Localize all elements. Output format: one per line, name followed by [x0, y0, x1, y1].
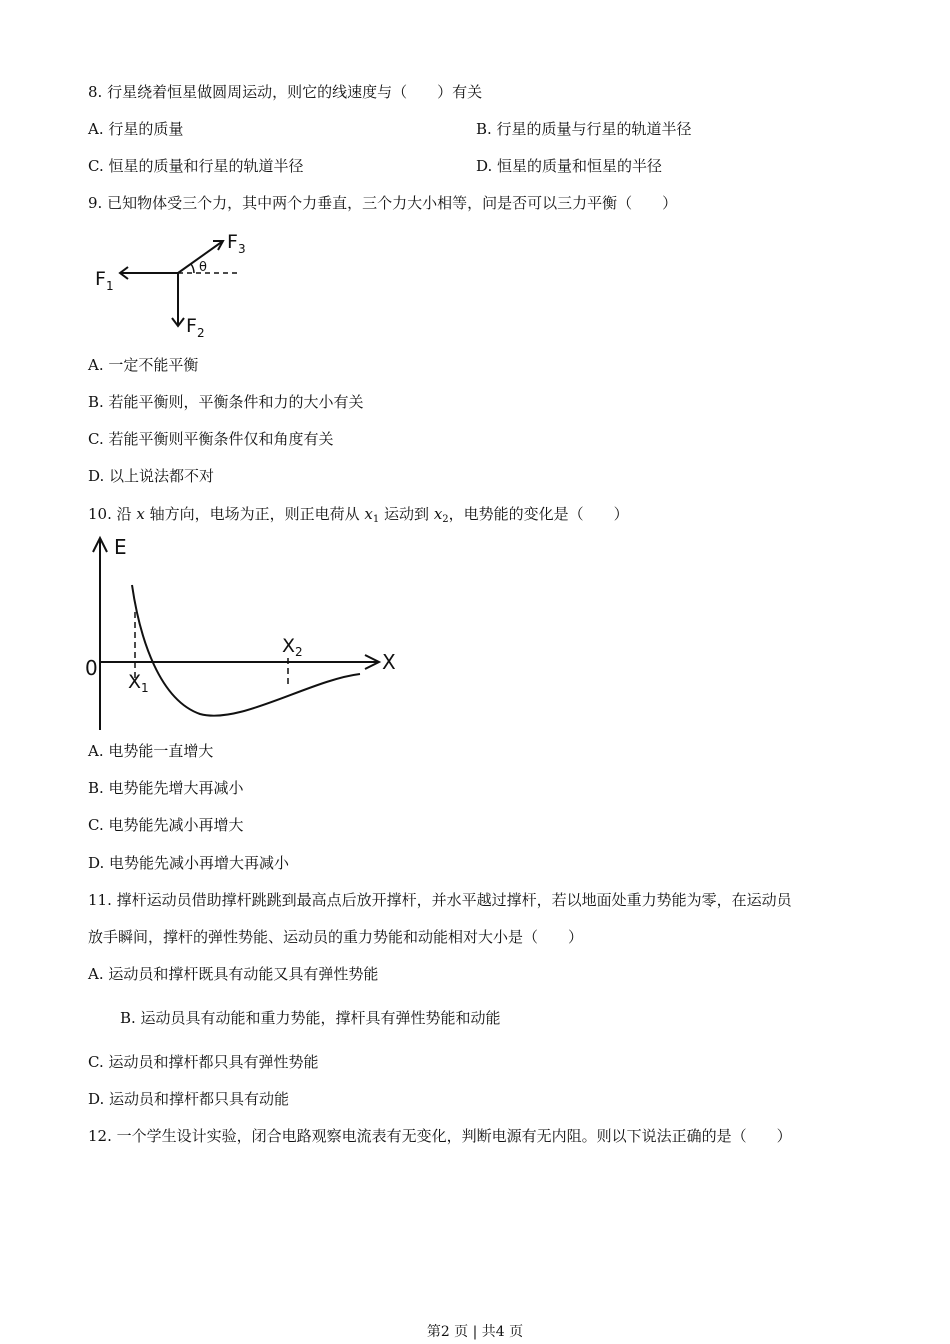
x-label: X: [382, 650, 396, 674]
angle-arc: [191, 264, 194, 273]
q11-option-c: C. 运动员和撑杆都只具有弹性势能: [88, 1053, 319, 1071]
q11-option-d: D. 运动员和撑杆都只具有动能: [88, 1090, 290, 1108]
theta-label: θ: [199, 260, 207, 275]
q9-option-d: D. 以上说法都不对: [88, 467, 215, 485]
page-footer: 第2 页 | 共4 页: [426, 1324, 524, 1340]
q10-stem: 10. 沿 x 轴方向，电场为正，则正电荷从 $x_1$ 运动到 $x_2$，电势能的变化是（ ）: [88, 505, 629, 525]
q11-stem-line2: 放手瞬间，撑杆的弹性势能、运动员的重力势能和动能相对大小是（ ）: [88, 928, 584, 946]
q8-option-d: D. 恒星的质量和恒星的半径: [476, 157, 663, 175]
origin-label: 0: [85, 656, 98, 680]
q10-option-c: C. 电势能先减小再增大: [88, 816, 244, 834]
q8-option-c: C. 恒星的质量和行星的轨道半径: [88, 157, 304, 175]
q9-option-b: B. 若能平衡则，平衡条件和力的大小有关: [88, 393, 364, 411]
x1-label: $X_1$: [128, 671, 149, 695]
q11-option-b: B. 运动员具有动能和重力势能，撑杆具有弹性势能和动能: [120, 1009, 501, 1027]
q8-stem: 8. 行星绕着恒星做圆周运动，则它的线速度与（ ）有关: [88, 83, 483, 101]
q8-option-a: A. 行星的质量: [88, 120, 184, 138]
q9-option-a: A. 一定不能平衡: [88, 356, 199, 374]
q12-stem: 12. 一个学生设计实验，闭合电路观察电流表有无变化，判断电源有无内阻。则以下说法正确的是（ ）: [88, 1127, 792, 1145]
e-label: E: [114, 535, 127, 559]
q10-energy-graph: [80, 530, 405, 740]
q9-option-c: C. 若能平衡则平衡条件仅和角度有关: [88, 430, 334, 448]
q9-force-diagram: [90, 228, 260, 343]
q9-stem: 9. 已知物体受三个力，其中两个力垂直，三个力大小相等，问是否可以三力平衡（ ）: [88, 194, 678, 212]
f2-label: $F_2$: [186, 315, 205, 340]
q11-stem-line1: 11. 撑杆运动员借助撑杆跳跳到最高点后放开撑杆，并水平越过撑杆，若以地面处重力势能为零，在运动员: [88, 891, 792, 909]
f3-label: $F_3$: [227, 231, 246, 256]
potential-energy-curve: [132, 585, 360, 716]
q10-option-a: A. 电势能一直增大: [88, 742, 214, 760]
x2-label: $X_2$: [282, 635, 303, 659]
q10-option-b: B. 电势能先增大再减小: [88, 779, 244, 797]
f1-label: $F_1$: [95, 268, 114, 293]
q10-option-d: D. 电势能先减小再增大再减小: [88, 854, 290, 872]
q8-option-b: B. 行星的质量与行星的轨道半径: [476, 120, 692, 138]
q11-option-a: A. 运动员和撑杆既具有动能又具有弹性势能: [88, 965, 379, 983]
